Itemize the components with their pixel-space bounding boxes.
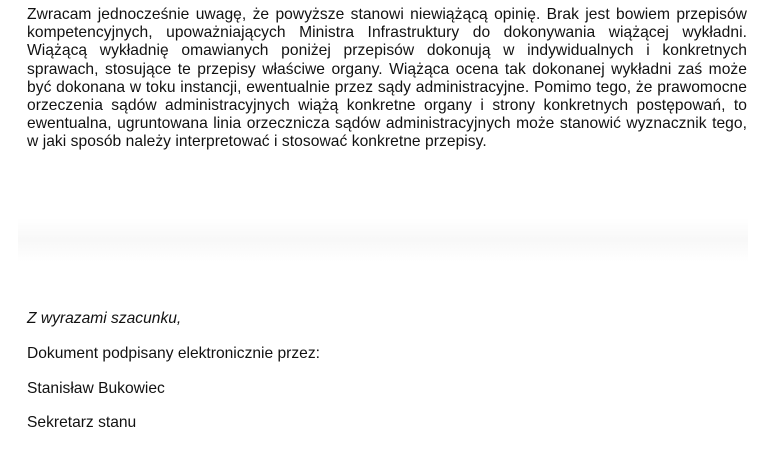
- signer-name: Stanisław Bukowiec: [27, 380, 165, 397]
- letter-body-paragraph: Zwracam jednocześnie uwagę, że powyższe stanowi niewiążącą opinię. Brak jest bowiem przepisów kompetencyjnych, upoważniających Ministra Infrastruktury do dokonywania wiążącej wykładni. Wiążącą wykładnię omawianych poniżej przepisów dokonują w indywidualnych i konkretnych sprawach, stosujące te przepisy właściwe organy. Wiążąca ocena tak dokonanej wykładni zaś może być dokonana w toku instancji, ewentualnie przez sądy administracyjne. Pomimo tego, że prawomocne orzeczenia sądów administracyjnych wiążą konkretne organy i strony konkretnych postępowań, to ewentualna, ugruntowana linia orzecznicza sądów administracyjnych może stanowić wyznacznik tego, w jaki sposób należy interpretować i stosować konkretne przepisy.: [27, 6, 747, 151]
- signer-title: Sekretarz stanu: [27, 414, 137, 431]
- scan-artifact-band: [18, 218, 748, 262]
- closing-salutation: Z wyrazami szacunku,: [27, 310, 182, 327]
- signature-intro: Dokument podpisany elektronicznie przez:: [27, 345, 320, 362]
